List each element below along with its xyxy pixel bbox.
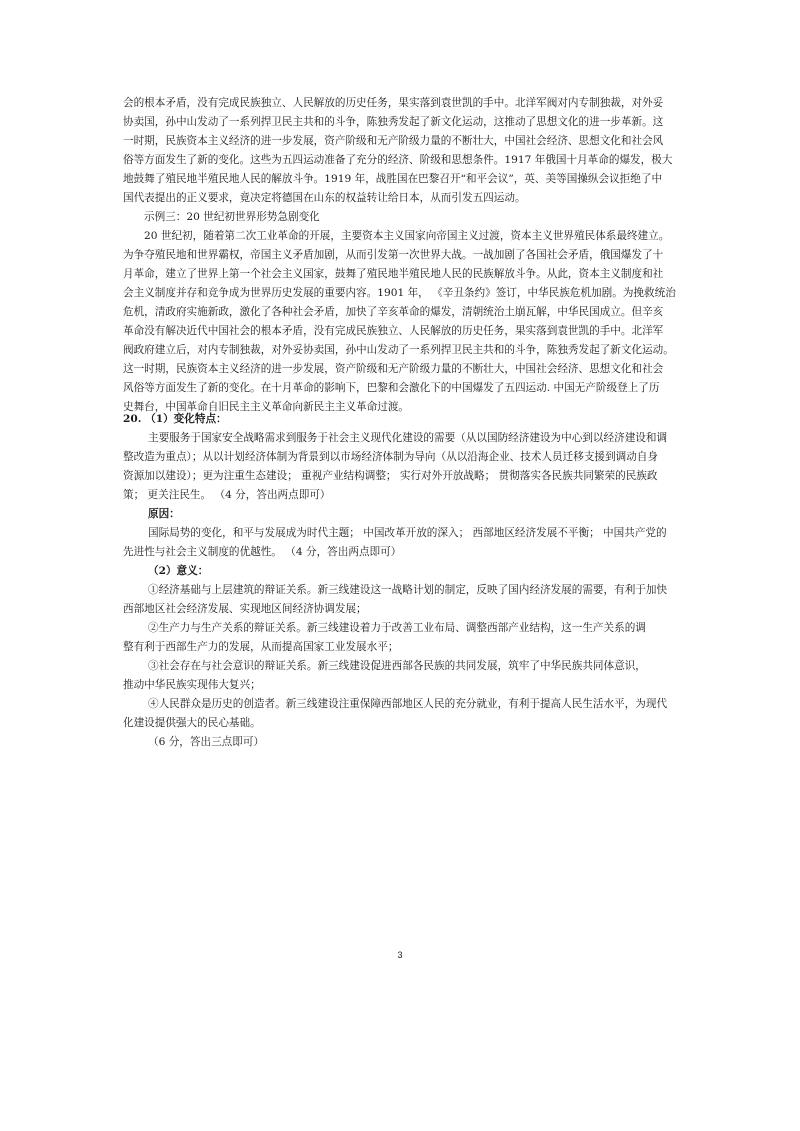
text-line: 史舞台，中国革命自旧民主主义革命向新民主主义革命过渡。: [123, 401, 410, 413]
reason-heading: 原因：: [148, 508, 180, 520]
top-paragraph: [123, 94, 687, 208]
text-line: 化建设提供强大的民心基础。: [123, 717, 261, 729]
text-line: ①经济基础与上层建筑的辩证关系。新三线建设这一战略计划的制定，反映了国内经济发展的需要，有利于加快: [148, 584, 668, 596]
text-line: 危机，清政府实施新政，激化了各种社会矛盾，加快了辛亥革命的爆发，清朝统治土崩瓦解，中华民国成立。但辛亥: [123, 306, 664, 318]
text-line: 资源加以建设）；更为注重生态建设； 重视产业结构调整； 实行对外开放战略； 贯彻落实各民族共同繁荣的民族政: [123, 470, 658, 482]
text-line: 整有利于西部生产力的发展，从而提高国家工业发展水平；: [123, 641, 399, 653]
text-line: 协卖国，孙中山发动了一系列捍卫民主共和的斗争，陈独秀发起了新文化运动，这推动了思想文化的进一步革新。这: [123, 116, 664, 128]
text-line: 俗等方面发生了新的变化。这些为五四运动准备了充分的经济、阶级和思想条件。1917 年俄国十月革命的爆发，极大: [123, 154, 673, 166]
text-line: 20 世纪初，随着第二次工业革命的开展，主要资本主义国家向帝国主义过渡，资本主义世界殖民体系最终建立。: [144, 230, 670, 242]
text-line: 一时期，民族资本主义经济的进一步发展，资产阶级和无产阶级力量的不断壮大，中国社会经济、思想文化和社会风: [123, 135, 664, 147]
text-line: 地鼓舞了殖民地半殖民地人民的解放斗争。1919 年，战胜国在巴黎召开“和平会议”，英、美等国操纵会议拒绝了中: [123, 173, 663, 185]
text-line: 为争夺殖民地和世界霸权，帝国主义矛盾加剧，从而引发第一次世界大战。一战加剧了各国社会矛盾，俄国爆发了十: [123, 249, 664, 261]
example3-heading: 示例三：20 世纪初世界形势急剧变化: [144, 211, 320, 223]
text-line: 先进性与社会主义制度的优越性。 （4 分，答出两点即可）: [123, 546, 402, 558]
text-line: 会主义制度并存和竞争成为世界历史发展的重要内容。1901 年， 《辛丑条约》签订，中华民族危机加剧。为挽救统治: [123, 287, 676, 299]
text-line: 革命没有解决近代中国社会的根本矛盾，没有完成民族独立、人民解放的历史任务，果实落到袁世凯的手中。北洋军: [123, 325, 664, 337]
text-line: 整改造为重点）；从以计划经济体制为背景到以市场经济体制为导向（从以沿海企业、技术人员迁移支援到调动自身: [123, 451, 658, 463]
text-line: 推动中华民族实现伟大复兴；: [123, 679, 261, 691]
text-line: 风俗等方面发生了新的变化。在十月革命的影响下，巴黎和会激化下的中国爆发了五四运动. 中国无产阶级登上了历: [123, 382, 660, 394]
text-line: ③社会存在与社会意识的辩证关系。新三线建设促进西部各民族的共同发展，筑牢了中华民族共同体意识，: [148, 660, 646, 672]
text-line: 策； 更关注民生。 （4 分，答出两点即可）: [123, 489, 331, 501]
page-number: 3: [397, 950, 403, 960]
text-line: 主要服务于国家安全战略需求到服务于社会主义现代化建设的需要（从以国防经济建设为中心到以经济建设和调: [148, 432, 668, 444]
text-line: 国际局势的变化，和平与发展成为时代主题； 中国改革开放的深入； 西部地区经济发展不平衡； 中国共产党的: [148, 527, 667, 539]
text-line: 阀政府建立后，对内专制独裁，对外妥协卖国，孙中山发动了一系列捍卫民主共和的斗争，陈独秀发起了新文化运动。: [123, 344, 674, 356]
text-line: 会的根本矛盾，没有完成民族独立、人民解放的历史任务，果实落到袁世凯的手中。北洋军阀对内专制独裁，对外妥: [123, 97, 664, 109]
q20-heading: 20. （1）变化特点：: [123, 413, 227, 425]
text-line: 西部地区社会经济发展、实现地区间经济协调发展；: [123, 603, 367, 615]
text-line: ④人民群众是历史的创造者。新三线建设注重保障西部地区人民的充分就业，有利于提高人民生活水平，为现代: [148, 698, 668, 710]
question-20-section: [123, 410, 687, 752]
text-line: 月革命，建立了世界上第一个社会主义国家，鼓舞了殖民地半殖民地人民的民族解放斗争。从此，资本主义制度和社: [123, 268, 664, 280]
text-line: 这一时期，民族资本主义经济的进一步发展，资产阶级和无产阶级力量的不断壮大，中国社会经济、思想文化和社会: [123, 363, 664, 375]
text-line: ②生产力与生产关系的辩证关系。新三线建设着力于改善工业布局、调整西部产业结构，这一生产关系的调: [148, 622, 646, 634]
example3-section: [123, 208, 687, 417]
text-line: 国代表提出的正义要求，竟决定将德国在山东的权益转让给日本，从而引发五四运动。: [123, 192, 526, 204]
text-line: （6 分，答出三点即可）: [148, 736, 265, 748]
meaning-heading: （2）意义：: [148, 565, 209, 577]
